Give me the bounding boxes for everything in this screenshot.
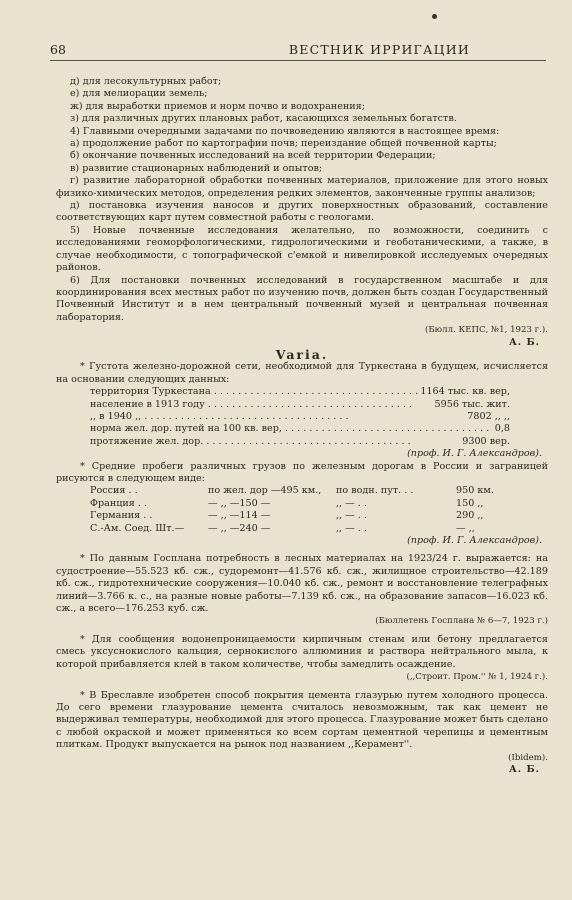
source-citation: (Ibidem). [508, 752, 548, 763]
stats-row: протяжение жел. дор. . . . 9300 вер. [90, 436, 548, 448]
page-header [50, 42, 544, 57]
list-item: ж) для выработки приемов и норм почво и водохранения; [70, 100, 365, 112]
freight-table [56, 485, 548, 535]
author-credit: (проф. И. Г. Александров). [407, 535, 542, 547]
list-item: д) постановка изучения наносов и других поверхностных образований, составление соответствующих карт путем совместной работы с геологами. [56, 200, 548, 224]
ink-dot [432, 14, 437, 19]
author-signature: А. Б. [508, 763, 540, 775]
list-item: 6) Для постановки почвенных исследований в государственном масштабе и для координирования всех местных работ по изучению почв, должен быть создан Государственный Почвенный Институт и в нем центральный почвенный музей и центральная почвенная лаборатория. [56, 274, 548, 323]
journal-title: ВЕСТНИК ИРРИГАЦИИ [288, 42, 470, 57]
source-citation: (Бюлл. КЕПС, №1, 1923 г.). [425, 325, 548, 336]
stats-list [56, 386, 548, 448]
list-item: д) для лесокультурных работ; [70, 76, 222, 87]
list-item: г) развитие лабораторной обработки почвенных материалов, приложение для этого новых физико-химических методов, определения редких элементов, законченные группы анализов; [56, 175, 548, 199]
list-item: 4) Главными очередными задачами по почвоведению являются в настоящее время: [70, 125, 500, 137]
paragraph: * По данным Госплана потребность в лесных материалах на 1923/24 г. выражается: на судостроение—55.523 кб. сж., судоремонт—41.576 кб. сж., жилищное строительство—42.189 кб. сж., гидротехнические сооружения—10.040 кб. сж., ремонт и восстановление телеграфных линий—3.766 к. с., на разные новые работы—7.139 кб. сж., на образование запасов—16.023 кб. сж., а всего—176.253 куб. сж. [56, 553, 548, 615]
paragraph: * Густота железно-дорожной сети, необходимой для Туркестана в будущем, исчисляется на основании следующих данных: [56, 361, 548, 385]
list-item: е) для мелиорации земель; [70, 88, 208, 100]
list-item: б) окончание почвенных исследований на всей территории Федерации; [70, 150, 436, 162]
section-title: Varia. [275, 346, 329, 362]
header-rule [50, 60, 546, 61]
stats-row: территория Туркестана . . . 1164 тыс. кв. вер, [90, 386, 548, 398]
table-row: Германия . . — ,, —114 — ,, — . . 290 ,, [90, 510, 484, 522]
table-row: Россия . . по жел. дор —495 км., по водн. пут. . . 950 км. [90, 485, 494, 497]
paragraph: * Средние пробеги различных грузов по железным дорогам в России и заграницей рисуются в следующем виде: [56, 460, 548, 484]
page-number: 68 [50, 42, 66, 57]
table-row: Франция . . — ,, —150 — ,, — . . 150 ,, [90, 497, 484, 509]
table-row: С.-Ам. Соед. Шт.— — ,, —240 — ,, — . . — ,, [90, 522, 475, 534]
author-credit: (проф. И. Г. Александров). [407, 448, 542, 460]
author-signature: А. Б. [508, 336, 540, 348]
article-body [56, 76, 548, 776]
source-citation: (Бюллетень Госплана № 6—7, 1923 г.) [375, 616, 548, 627]
stats-row: население в 1913 году . . . 5956 тыс. жит. [90, 399, 548, 411]
paragraph: * Для сообщения водонепроницаемости кирпичным стенам или бетону предлагается смесь уксуснокислого кальция, сернокислого аллюминия и раствора нейтрального мыла, к которой прибавляется клей в таком количестве, чтобы замедлить осаждение. [56, 633, 548, 670]
list-item: 5) Новые почвенные исследования желательно, по возможности, соединить с исследованиями геоморфологическими, гидрологическими и геоботаническими, а также, в случае необходимости, с топографической с'емкой и нивелировкой исследуемых очередных районов. [56, 224, 548, 274]
list-item: в) развитие стационарных наблюдений и опытов; [70, 162, 323, 174]
list-item: а) продолжение работ по картографии почв; переиздание общей почвенной карты; [70, 138, 497, 150]
list-item: з) для различных других плановых работ, касающихся земельных богатств. [70, 113, 457, 125]
stats-row: норма жел. дор. путей на 100 кв. вер, . . . 0,8 [90, 423, 548, 435]
paragraph: * В Бреславле изобретен способ покрытия цемента глазурью путем холодного процесса. До сего времени глазурование цемента считалось невозможным, так как цемент не выдерживал температуры, необходимой для этого процесса. Глазурование может быть сделано с любой окраской и может применяться ко всем сортам цементной черепицы и цементным плиткам. Продукт выпускается на рынок под названием ,,Керамент''. [56, 689, 548, 751]
stats-row: ,, в 1940 ,, . . . 7802 ,, ,, [90, 411, 548, 423]
source-citation: (,,Строит. Пром.'' № 1, 1924 г.). [406, 672, 548, 683]
